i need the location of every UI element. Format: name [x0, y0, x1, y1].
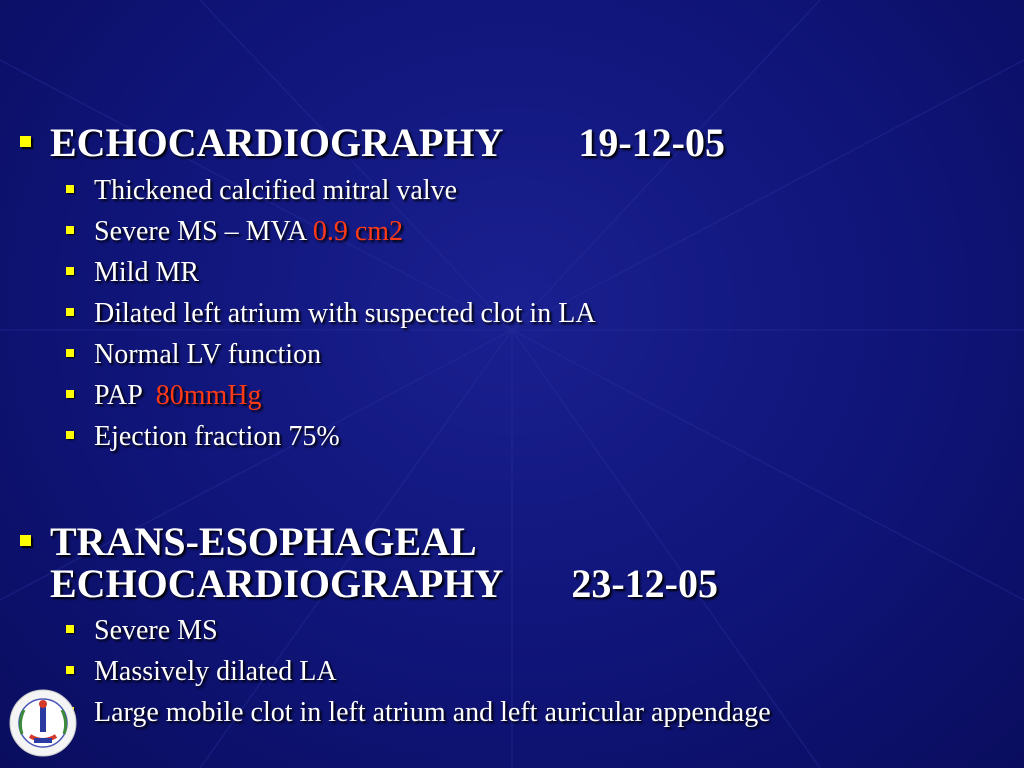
level1-bullet-icon — [20, 535, 31, 546]
level2-bullet-icon — [66, 308, 74, 316]
section2-item — [66, 697, 1006, 729]
level2-bullet-icon — [66, 431, 74, 439]
section1-item — [66, 257, 1006, 289]
section1-heading-row — [20, 122, 1000, 164]
section2-heading-line2-row — [50, 563, 1000, 605]
section2-heading-line2: ECHOCARDIOGRAPHY — [50, 561, 504, 606]
section2-item — [66, 615, 1006, 647]
level2-bullet-icon — [66, 226, 74, 234]
section1-item-text: Thickened calcified mitral valve — [94, 175, 458, 206]
section1-item — [66, 421, 1006, 453]
section2-item — [66, 656, 1006, 688]
level2-bullet-icon — [66, 625, 74, 633]
section1-item — [66, 175, 1006, 207]
section1-item-highlight: 0.9 cm2 — [312, 216, 404, 247]
section1-item-text: Ejection fraction 75% — [94, 421, 340, 452]
level2-bullet-icon — [66, 185, 74, 193]
section2-item-text: Large mobile clot in left atrium and left auricular appendage — [94, 697, 771, 728]
section2-date: 23-12-05 — [571, 561, 718, 606]
section1-item — [66, 380, 1006, 412]
section1-item-text: PAP — [94, 380, 156, 411]
section1-date: 19-12-05 — [578, 120, 725, 165]
level2-bullet-icon — [66, 666, 74, 674]
level2-bullet-icon — [66, 267, 74, 275]
level2-bullet-icon — [66, 390, 74, 398]
section1-heading-line — [50, 122, 1000, 164]
section2-item-text: Massively dilated LA — [94, 656, 337, 687]
level1-bullet-icon — [20, 136, 31, 147]
section1-item-highlight: 80mmHg — [155, 380, 262, 411]
level2-bullet-icon — [66, 349, 74, 357]
section1-item-text: Mild MR — [94, 257, 200, 288]
section2-heading-line1: TRANS-ESOPHAGEAL — [50, 519, 477, 564]
section1-item — [66, 298, 1006, 330]
section1-item-text: Dilated left atrium with suspected clot in LA — [94, 298, 596, 329]
section1-item — [66, 339, 1006, 371]
section1-item-text: Normal LV function — [94, 339, 322, 370]
section2-heading-row — [20, 521, 1000, 605]
section1-item-text: Severe MS – MVA — [94, 216, 313, 247]
section1-item — [66, 216, 1006, 248]
department-emblem-icon — [8, 688, 78, 758]
section1-heading: ECHOCARDIOGRAPHY — [50, 120, 504, 165]
section2-item-text: Severe MS — [94, 615, 218, 646]
